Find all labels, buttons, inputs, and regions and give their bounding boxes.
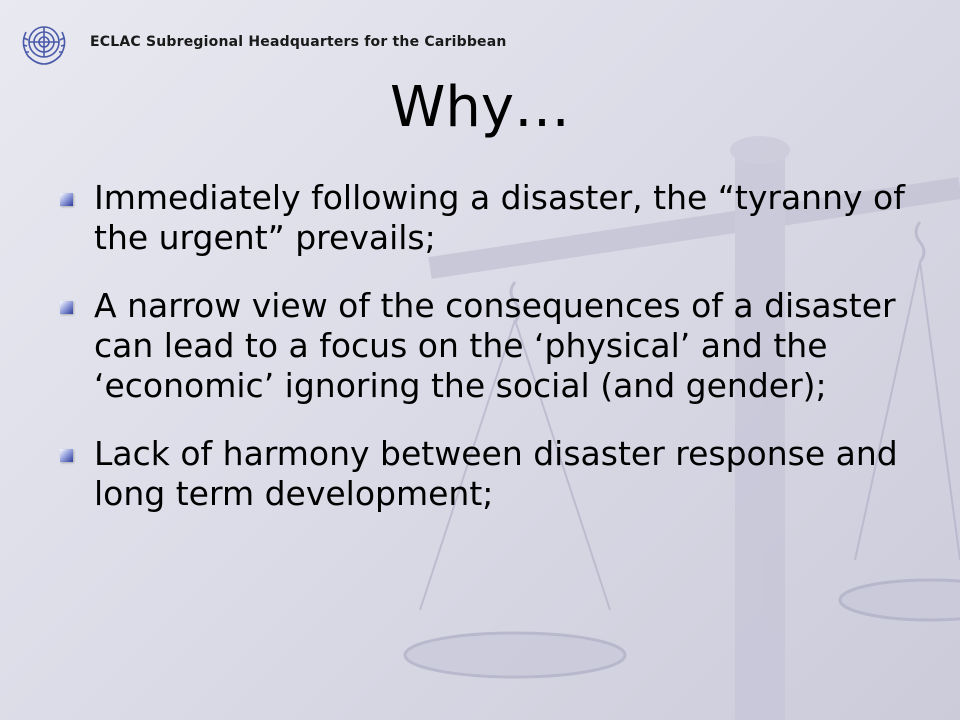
bullet-text: A narrow view of the consequences of a disaster can lead to a focus on the ‘physical’ and the ‘economic’ ignoring the social (and gender); [94, 286, 896, 405]
bullet-item [58, 434, 918, 514]
bullet-text: Lack of harmony between disaster response and long term development; [94, 434, 898, 513]
bullet-item [58, 178, 918, 258]
square-bullet-icon [60, 193, 73, 206]
square-bullet-icon [60, 301, 73, 314]
bullet-text: Immediately following a disaster, the “tyranny of the urgent” prevails; [94, 178, 905, 257]
bullet-item [58, 286, 918, 406]
slide-title: Why… [389, 75, 570, 140]
un-emblem-icon [16, 18, 72, 68]
organization-header: ECLAC Subregional Headquarters for the Caribbean [90, 34, 507, 50]
bullet-list [58, 178, 918, 542]
square-bullet-icon [60, 449, 73, 462]
